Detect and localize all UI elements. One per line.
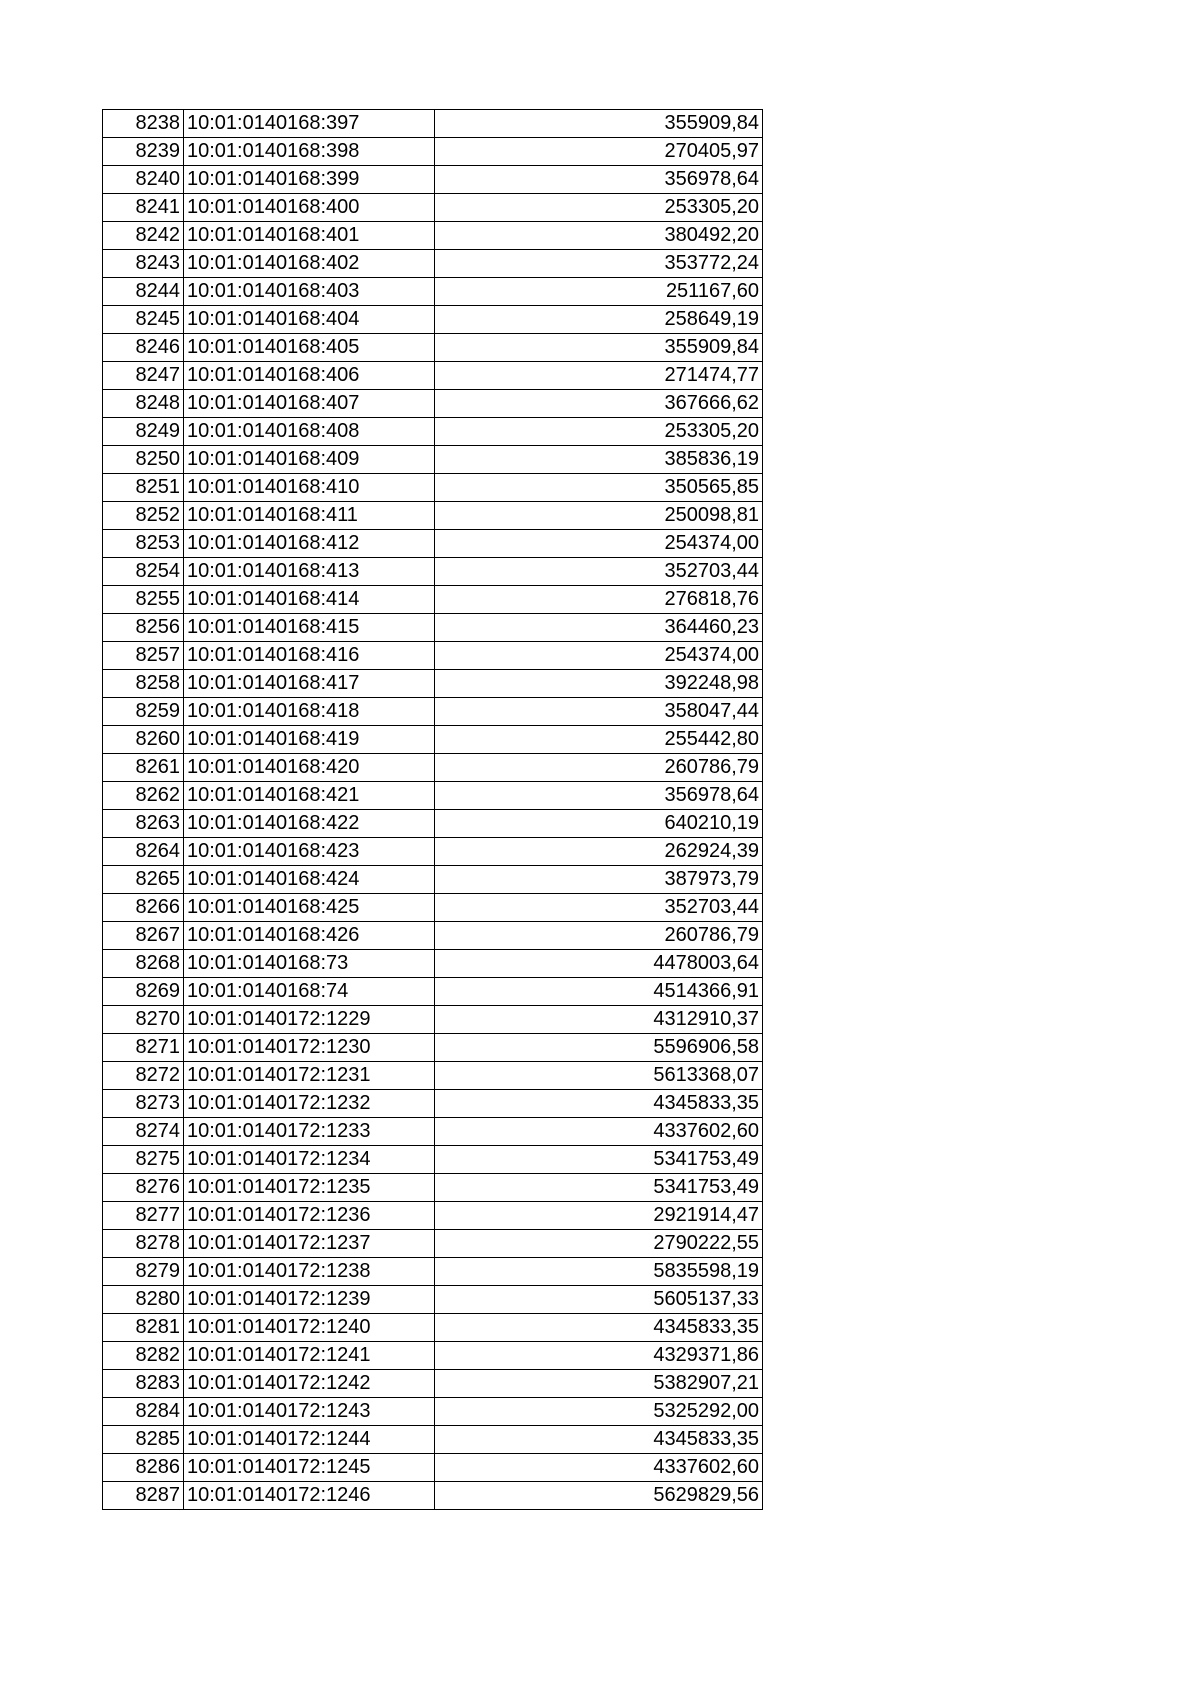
cadastral-number-cell: 10:01:0140168:411 <box>184 502 435 530</box>
cadastral-value-cell: 260786,79 <box>435 922 763 950</box>
cadastral-value-cell: 5613368,07 <box>435 1062 763 1090</box>
row-number-cell: 8258 <box>103 670 184 698</box>
cadastral-number-cell: 10:01:0140168:420 <box>184 754 435 782</box>
row-number-cell: 8254 <box>103 558 184 586</box>
cadastral-value-cell: 255442,80 <box>435 726 763 754</box>
row-number-cell: 8272 <box>103 1062 184 1090</box>
row-number-cell: 8277 <box>103 1202 184 1230</box>
table-row <box>103 1342 763 1370</box>
cadastral-number-cell: 10:01:0140168:415 <box>184 614 435 642</box>
cadastral-value-cell: 5835598,19 <box>435 1258 763 1286</box>
row-number-cell: 8243 <box>103 250 184 278</box>
row-number-cell: 8287 <box>103 1482 184 1510</box>
row-number-cell: 8253 <box>103 530 184 558</box>
cadastral-value-cell: 253305,20 <box>435 418 763 446</box>
cadastral-number-cell: 10:01:0140168:410 <box>184 474 435 502</box>
row-number-cell: 8250 <box>103 446 184 474</box>
cadastral-value-cell: 4337602,60 <box>435 1454 763 1482</box>
cadastral-number-cell: 10:01:0140168:416 <box>184 642 435 670</box>
cadastral-number-cell: 10:01:0140172:1236 <box>184 1202 435 1230</box>
cadastral-number-cell: 10:01:0140172:1232 <box>184 1090 435 1118</box>
cadastral-number-cell: 10:01:0140168:412 <box>184 530 435 558</box>
row-number-cell: 8273 <box>103 1090 184 1118</box>
cadastral-number-cell: 10:01:0140168:413 <box>184 558 435 586</box>
cadastral-number-cell: 10:01:0140172:1233 <box>184 1118 435 1146</box>
table-row <box>103 1034 763 1062</box>
table-row <box>103 1202 763 1230</box>
cadastral-number-cell: 10:01:0140172:1231 <box>184 1062 435 1090</box>
table-row <box>103 278 763 306</box>
table-row <box>103 1314 763 1342</box>
cadastral-number-cell: 10:01:0140168:408 <box>184 418 435 446</box>
table-row <box>103 306 763 334</box>
table-row <box>103 250 763 278</box>
row-number-cell: 8262 <box>103 782 184 810</box>
cadastral-value-cell: 364460,23 <box>435 614 763 642</box>
row-number-cell: 8259 <box>103 698 184 726</box>
cadastral-number-cell: 10:01:0140172:1237 <box>184 1230 435 1258</box>
cadastral-value-cell: 5341753,49 <box>435 1174 763 1202</box>
table-row <box>103 1398 763 1426</box>
row-number-cell: 8248 <box>103 390 184 418</box>
row-number-cell: 8271 <box>103 1034 184 1062</box>
row-number-cell: 8282 <box>103 1342 184 1370</box>
table-row <box>103 726 763 754</box>
cadastral-value-cell: 276818,76 <box>435 586 763 614</box>
table-row <box>103 1146 763 1174</box>
table-row <box>103 950 763 978</box>
cadastral-value-cell: 4478003,64 <box>435 950 763 978</box>
cadastral-value-cell: 367666,62 <box>435 390 763 418</box>
table-row <box>103 586 763 614</box>
cadastral-value-cell: 251167,60 <box>435 278 763 306</box>
table-row <box>103 698 763 726</box>
cadastral-number-cell: 10:01:0140168:407 <box>184 390 435 418</box>
cadastral-value-cell: 250098,81 <box>435 502 763 530</box>
row-number-cell: 8260 <box>103 726 184 754</box>
row-number-cell: 8255 <box>103 586 184 614</box>
table-row <box>103 530 763 558</box>
cadastral-number-cell: 10:01:0140168:421 <box>184 782 435 810</box>
cadastral-value-cell: 2921914,47 <box>435 1202 763 1230</box>
cadastral-number-cell: 10:01:0140168:423 <box>184 838 435 866</box>
cadastral-number-cell: 10:01:0140172:1229 <box>184 1006 435 1034</box>
cadastral-number-cell: 10:01:0140172:1244 <box>184 1426 435 1454</box>
row-number-cell: 8283 <box>103 1370 184 1398</box>
cadastral-number-cell: 10:01:0140172:1242 <box>184 1370 435 1398</box>
cadastral-number-cell: 10:01:0140168:404 <box>184 306 435 334</box>
table-row <box>103 446 763 474</box>
row-number-cell: 8261 <box>103 754 184 782</box>
row-number-cell: 8257 <box>103 642 184 670</box>
cadastral-number-cell: 10:01:0140172:1238 <box>184 1258 435 1286</box>
row-number-cell: 8249 <box>103 418 184 446</box>
row-number-cell: 8239 <box>103 138 184 166</box>
row-number-cell: 8267 <box>103 922 184 950</box>
cadastral-value-cell: 352703,44 <box>435 558 763 586</box>
row-number-cell: 8246 <box>103 334 184 362</box>
table-row <box>103 782 763 810</box>
cadastral-value-cell: 5605137,33 <box>435 1286 763 1314</box>
cadastral-number-cell: 10:01:0140168:426 <box>184 922 435 950</box>
cadastral-number-cell: 10:01:0140168:425 <box>184 894 435 922</box>
cadastral-number-cell: 10:01:0140168:399 <box>184 166 435 194</box>
table-row <box>103 922 763 950</box>
cadastral-number-cell: 10:01:0140168:403 <box>184 278 435 306</box>
cadastral-number-cell: 10:01:0140168:397 <box>184 110 435 138</box>
cadastral-value-cell: 4514366,91 <box>435 978 763 1006</box>
cadastral-number-cell: 10:01:0140172:1235 <box>184 1174 435 1202</box>
table-row <box>103 978 763 1006</box>
row-number-cell: 8252 <box>103 502 184 530</box>
table-row <box>103 1118 763 1146</box>
cadastral-value-cell: 353772,24 <box>435 250 763 278</box>
row-number-cell: 8238 <box>103 110 184 138</box>
cadastral-number-cell: 10:01:0140168:424 <box>184 866 435 894</box>
cadastral-value-cell: 356978,64 <box>435 782 763 810</box>
cadastral-value-cell: 260786,79 <box>435 754 763 782</box>
cadastral-number-cell: 10:01:0140172:1239 <box>184 1286 435 1314</box>
row-number-cell: 8286 <box>103 1454 184 1482</box>
cadastral-value-cell: 4329371,86 <box>435 1342 763 1370</box>
row-number-cell: 8285 <box>103 1426 184 1454</box>
row-number-cell: 8278 <box>103 1230 184 1258</box>
table-row <box>103 838 763 866</box>
table-row <box>103 110 763 138</box>
cadastral-number-cell: 10:01:0140168:419 <box>184 726 435 754</box>
cadastral-number-cell: 10:01:0140168:400 <box>184 194 435 222</box>
table-row <box>103 614 763 642</box>
cadastral-number-cell: 10:01:0140168:406 <box>184 362 435 390</box>
table-row <box>103 1230 763 1258</box>
row-number-cell: 8276 <box>103 1174 184 1202</box>
table-row <box>103 1370 763 1398</box>
table-row <box>103 1174 763 1202</box>
cadastral-value-cell: 270405,97 <box>435 138 763 166</box>
cadastral-number-cell: 10:01:0140168:414 <box>184 586 435 614</box>
row-number-cell: 8275 <box>103 1146 184 1174</box>
cadastral-number-cell: 10:01:0140168:398 <box>184 138 435 166</box>
table-row <box>103 1258 763 1286</box>
row-number-cell: 8240 <box>103 166 184 194</box>
cadastral-value-cell: 2790222,55 <box>435 1230 763 1258</box>
cadastral-value-cell: 385836,19 <box>435 446 763 474</box>
row-number-cell: 8284 <box>103 1398 184 1426</box>
row-number-cell: 8251 <box>103 474 184 502</box>
table-row <box>103 222 763 250</box>
row-number-cell: 8274 <box>103 1118 184 1146</box>
cadastral-value-cell: 254374,00 <box>435 530 763 558</box>
row-number-cell: 8263 <box>103 810 184 838</box>
cadastral-value-cell: 380492,20 <box>435 222 763 250</box>
cadastral-value-cell: 254374,00 <box>435 642 763 670</box>
cadastral-value-cell: 5382907,21 <box>435 1370 763 1398</box>
table-row <box>103 754 763 782</box>
row-number-cell: 8241 <box>103 194 184 222</box>
cadastral-number-cell: 10:01:0140172:1246 <box>184 1482 435 1510</box>
cadastral-value-cell: 4337602,60 <box>435 1118 763 1146</box>
cadastral-number-cell: 10:01:0140168:402 <box>184 250 435 278</box>
cadastral-number-cell: 10:01:0140168:422 <box>184 810 435 838</box>
cadastral-value-cell: 358047,44 <box>435 698 763 726</box>
table-row <box>103 894 763 922</box>
cadastral-number-cell: 10:01:0140172:1240 <box>184 1314 435 1342</box>
cadastral-value-cell: 352703,44 <box>435 894 763 922</box>
table-row <box>103 194 763 222</box>
cadastral-value-cell: 5341753,49 <box>435 1146 763 1174</box>
table-row <box>103 390 763 418</box>
table-row <box>103 810 763 838</box>
cadastral-value-table <box>102 109 763 1510</box>
cadastral-number-cell: 10:01:0140168:401 <box>184 222 435 250</box>
row-number-cell: 8270 <box>103 1006 184 1034</box>
row-number-cell: 8247 <box>103 362 184 390</box>
cadastral-number-cell: 10:01:0140172:1243 <box>184 1398 435 1426</box>
cadastral-number-cell: 10:01:0140168:74 <box>184 978 435 1006</box>
cadastral-value-cell: 271474,77 <box>435 362 763 390</box>
table-row <box>103 362 763 390</box>
row-number-cell: 8244 <box>103 278 184 306</box>
table-row <box>103 474 763 502</box>
row-number-cell: 8279 <box>103 1258 184 1286</box>
cadastral-value-cell: 5325292,00 <box>435 1398 763 1426</box>
cadastral-number-cell: 10:01:0140168:417 <box>184 670 435 698</box>
row-number-cell: 8256 <box>103 614 184 642</box>
cadastral-value-cell: 262924,39 <box>435 838 763 866</box>
cadastral-value-cell: 5596906,58 <box>435 1034 763 1062</box>
table-row <box>103 1286 763 1314</box>
cadastral-value-cell: 4345833,35 <box>435 1090 763 1118</box>
cadastral-value-cell: 4345833,35 <box>435 1426 763 1454</box>
table-row <box>103 1006 763 1034</box>
row-number-cell: 8264 <box>103 838 184 866</box>
cadastral-value-cell: 253305,20 <box>435 194 763 222</box>
cadastral-number-cell: 10:01:0140168:73 <box>184 950 435 978</box>
table-row <box>103 670 763 698</box>
cadastral-number-cell: 10:01:0140172:1230 <box>184 1034 435 1062</box>
table-row <box>103 1090 763 1118</box>
cadastral-value-cell: 355909,84 <box>435 110 763 138</box>
cadastral-number-cell: 10:01:0140168:418 <box>184 698 435 726</box>
table-row <box>103 558 763 586</box>
cadastral-value-cell: 4345833,35 <box>435 1314 763 1342</box>
row-number-cell: 8245 <box>103 306 184 334</box>
cadastral-number-cell: 10:01:0140168:405 <box>184 334 435 362</box>
cadastral-value-cell: 356978,64 <box>435 166 763 194</box>
row-number-cell: 8280 <box>103 1286 184 1314</box>
table-row <box>103 138 763 166</box>
cadastral-value-cell: 258649,19 <box>435 306 763 334</box>
cadastral-value-cell: 387973,79 <box>435 866 763 894</box>
table-row <box>103 1062 763 1090</box>
row-number-cell: 8265 <box>103 866 184 894</box>
table-row <box>103 1426 763 1454</box>
row-number-cell: 8268 <box>103 950 184 978</box>
row-number-cell: 8281 <box>103 1314 184 1342</box>
table-body <box>103 110 763 1510</box>
table-row <box>103 1482 763 1510</box>
cadastral-number-cell: 10:01:0140172:1245 <box>184 1454 435 1482</box>
table-row <box>103 166 763 194</box>
cadastral-number-cell: 10:01:0140168:409 <box>184 446 435 474</box>
cadastral-number-cell: 10:01:0140172:1234 <box>184 1146 435 1174</box>
cadastral-value-cell: 392248,98 <box>435 670 763 698</box>
row-number-cell: 8242 <box>103 222 184 250</box>
table-row <box>103 866 763 894</box>
row-number-cell: 8266 <box>103 894 184 922</box>
table-row <box>103 1454 763 1482</box>
cadastral-value-cell: 350565,85 <box>435 474 763 502</box>
table-row <box>103 418 763 446</box>
cadastral-value-cell: 5629829,56 <box>435 1482 763 1510</box>
cadastral-value-cell: 4312910,37 <box>435 1006 763 1034</box>
row-number-cell: 8269 <box>103 978 184 1006</box>
cadastral-value-cell: 355909,84 <box>435 334 763 362</box>
cadastral-number-cell: 10:01:0140172:1241 <box>184 1342 435 1370</box>
table-row <box>103 334 763 362</box>
table-row <box>103 642 763 670</box>
table-row <box>103 502 763 530</box>
cadastral-value-cell: 640210,19 <box>435 810 763 838</box>
